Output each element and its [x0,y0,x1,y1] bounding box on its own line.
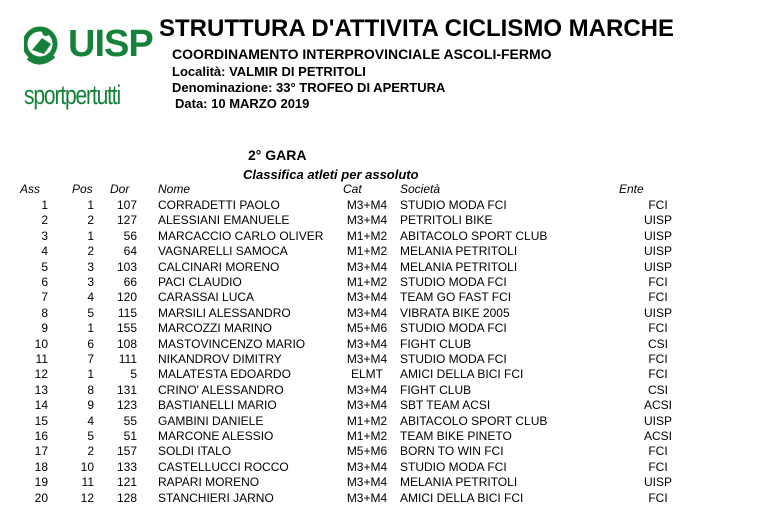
cell-name: RAPARI MORENO [158,475,260,490]
table-row [0,352,768,367]
event-name: Denominazione: 33° TROFEO DI APERTURA [172,80,446,95]
race-number: 2° GARA [248,147,307,163]
table-row [0,306,768,321]
cell-position: 11 [81,475,94,490]
cell-position: 7 [87,352,94,366]
cell-club: ABITACOLO SPORT CLUB [400,413,548,428]
cell-club: STUDIO MODA FCI [400,275,507,289]
cell-position: 6 [87,336,94,351]
page-subtitle: COORDINAMENTO INTERPROVINCIALE ASCOLI-FERMO [172,46,552,62]
cell-category: M3+M4 [346,382,388,397]
cell-club: FIGHT CLUB [400,336,472,351]
cell-bib: 103 [116,259,137,274]
table-row [0,429,768,444]
cell-name: BASTIANELLI MARIO [158,398,277,413]
cell-rank: 4 [41,244,48,259]
cell-body: FCI [648,367,668,382]
cell-category: M3+M4 [346,336,388,351]
cell-name: CRINO' ALESSANDRO [158,382,284,397]
cell-bib: 66 [123,275,137,289]
cell-name: MASTOVINCENZO MARIO [158,336,306,351]
cell-club: ABITACOLO SPORT CLUB [400,228,548,243]
cell-category: ELMT [350,367,383,382]
cell-name: CORRADETTI PAOLO [158,198,280,212]
cell-rank: 18 [34,459,48,474]
cell-club: AMICI DELLA BICI FCI [400,367,524,382]
cell-position: 9 [87,398,94,413]
cell-position: 2 [87,213,94,228]
cell-position: 3 [87,259,94,274]
cell-position: 5 [87,305,94,320]
cell-category: M1+M2 [346,429,388,443]
cell-bib: 128 [116,490,137,505]
cell-category: M3+M4 [346,305,388,320]
cell-position: 1 [87,228,94,243]
cell-rank: 14 [34,398,48,413]
cell-category: M3+M4 [346,398,388,413]
cell-position: 10 [80,459,94,474]
table-row [0,290,768,305]
cell-position: 2 [87,444,94,459]
cell-name: MARCACCIO CARLO OLIVER [158,228,324,243]
table-row [0,260,768,275]
cell-bib: 131 [116,382,137,397]
cell-category: M3+M4 [346,352,388,366]
header-cat: Cat [343,182,362,196]
cell-body: UISP [643,244,672,259]
table-row [0,337,768,352]
cell-body: CSI [647,336,668,351]
cell-category: M5+M6 [346,321,388,336]
cell-rank: 17 [34,444,48,459]
cell-body: ACSI [643,398,672,413]
cell-body: ACSI [643,429,672,443]
cell-body: FCI [648,290,668,305]
cell-category: M5+M6 [346,444,388,459]
cell-bib: 5 [130,367,137,382]
cell-position: 12 [80,490,94,505]
table-row [0,383,768,398]
cell-bib: 133 [116,459,137,474]
cell-body: UISP [643,413,672,428]
table-row [0,444,768,459]
cell-rank: 16 [34,429,48,443]
cell-bib: 111 [118,352,137,366]
table-row [0,244,768,259]
cell-rank: 11 [35,352,48,366]
cell-rank: 13 [34,382,48,397]
cell-category: M3+M4 [346,475,388,490]
cell-club: FIGHT CLUB [400,382,472,397]
cell-category: M3+M4 [346,259,388,274]
table-row [0,414,768,429]
cell-rank: 20 [34,490,48,505]
header-societa: Società [400,182,441,196]
cell-body: FCI [648,198,668,212]
event-location: Località: VALMIR DI PETRITOLI [172,64,366,79]
cell-body: FCI [648,321,668,336]
cell-position: 4 [87,413,94,428]
cell-club: BORN TO WIN FCI [400,444,504,459]
cell-bib: 157 [116,444,137,459]
cell-rank: 6 [41,275,48,289]
cell-name: MARSILI ALESSANDRO [158,305,291,320]
cell-category: M1+M2 [346,413,388,428]
cell-body: FCI [648,459,668,474]
cell-category: M1+M2 [346,244,388,259]
logo-brand: UISP [68,23,153,65]
header-ente: Ente [619,182,644,196]
cell-name: STANCHIERI JARNO [158,490,274,505]
table-row [0,229,768,244]
table-row [0,460,768,475]
cell-name: GAMBINI DANIELE [158,413,264,428]
cell-body: FCI [648,352,668,366]
table-row [0,398,768,413]
cell-name: MARCOZZI MARINO [158,321,272,336]
cell-category: M3+M4 [346,459,388,474]
cell-club: STUDIO MODA FCI [400,459,507,474]
cell-body: UISP [643,305,672,320]
page-title: STRUTTURA D'ATTIVITA CICLISMO MARCHE [159,15,674,42]
cell-name: MALATESTA EDOARDO [158,367,291,382]
cell-bib: 127 [116,213,137,228]
cell-bib: 56 [123,228,137,243]
cell-bib: 115 [117,305,137,320]
cell-club: STUDIO MODA FCI [400,198,507,212]
header-pos: Pos [72,182,93,196]
cell-body: CSI [647,382,668,397]
cell-rank: 3 [41,228,48,243]
cell-category: M1+M2 [346,228,388,243]
cell-body: FCI [648,275,668,289]
cell-position: 1 [87,321,94,336]
cell-club: TEAM GO FAST FCI [400,290,512,305]
event-date: Data: 10 MARZO 2019 [175,96,310,111]
table-row [0,275,768,290]
cell-body: FCI [648,444,668,459]
cell-bib: 64 [123,244,137,259]
cell-position: 1 [87,367,94,382]
cell-bib: 51 [123,429,137,443]
cell-name: CARASSAI LUCA [158,290,255,305]
cyclist-icon [24,24,64,68]
ranking-title: Classifica atleti per assoluto [243,167,419,182]
cell-club: VIBRATA BIKE 2005 [400,305,510,320]
cell-club: SBT TEAM ACSI [400,398,491,413]
cell-club: TEAM BIKE PINETO [400,429,512,443]
cell-bib: 107 [116,198,137,212]
cell-bib: 155 [116,321,137,336]
cell-rank: 7 [41,290,48,305]
table-row [0,198,768,213]
cell-body: UISP [643,228,672,243]
cell-rank: 9 [41,321,48,336]
cell-rank: 19 [34,475,48,490]
cell-position: 5 [87,429,94,443]
cell-club: MELANIA PETRITOLI [400,259,518,274]
cell-category: M3+M4 [346,290,388,305]
table-row [0,321,768,336]
cell-category: M3+M4 [346,213,388,228]
cell-name: MARCONE ALESSIO [158,429,274,443]
table-row [0,491,768,506]
cell-position: 4 [87,290,94,305]
cell-position: 3 [87,275,94,289]
cell-club: MELANIA PETRITOLI [400,244,518,259]
cell-rank: 5 [41,259,48,274]
cell-bib: 123 [116,398,137,413]
cell-name: ALESSIANI EMANUELE [158,213,290,228]
cell-bib: 108 [116,336,137,351]
cell-rank: 15 [34,413,48,428]
cell-club: STUDIO MODA FCI [400,352,507,366]
table-row [0,475,768,490]
cell-body: FCI [648,490,668,505]
table-row [0,213,768,228]
table-header [0,182,768,197]
cell-body: UISP [643,475,672,490]
logo-tagline: sportpertutti [24,80,121,110]
cell-position: 1 [87,198,94,212]
cell-name: PACI CLAUDIO [158,275,242,289]
cell-rank: 1 [41,198,48,212]
cell-rank: 10 [34,336,48,351]
header-dor: Dor [110,182,130,196]
cell-position: 2 [87,244,94,259]
cell-category: M1+M2 [346,275,388,289]
cell-club: MELANIA PETRITOLI [400,475,518,490]
cell-name: NIKANDROV DIMITRY [158,352,282,366]
cell-club: PETRITOLI BIKE [400,213,493,228]
cell-name: CALCINARI MORENO [158,259,280,274]
cell-bib: 120 [116,290,137,305]
cell-rank: 8 [41,305,48,320]
cell-name: VAGNARELLI SAMOCA [158,244,288,259]
cell-club: STUDIO MODA FCI [400,321,507,336]
cell-category: M3+M4 [346,198,388,212]
cell-position: 8 [87,382,94,397]
cell-rank: 2 [41,213,48,228]
cell-bib: 55 [123,413,137,428]
cell-body: UISP [643,213,672,228]
header-ass: Ass [20,182,41,196]
header-nome: Nome [158,182,191,196]
cell-body: UISP [643,259,672,274]
table-row [0,367,768,382]
cell-name: SOLDI ITALO [158,444,232,459]
cell-name: CASTELLUCCI ROCCO [158,459,289,474]
cell-bib: 121 [116,475,137,490]
cell-rank: 12 [34,367,48,382]
cell-category: M3+M4 [346,490,388,505]
uisp-logo [18,18,158,118]
cell-club: AMICI DELLA BICI FCI [400,490,524,505]
